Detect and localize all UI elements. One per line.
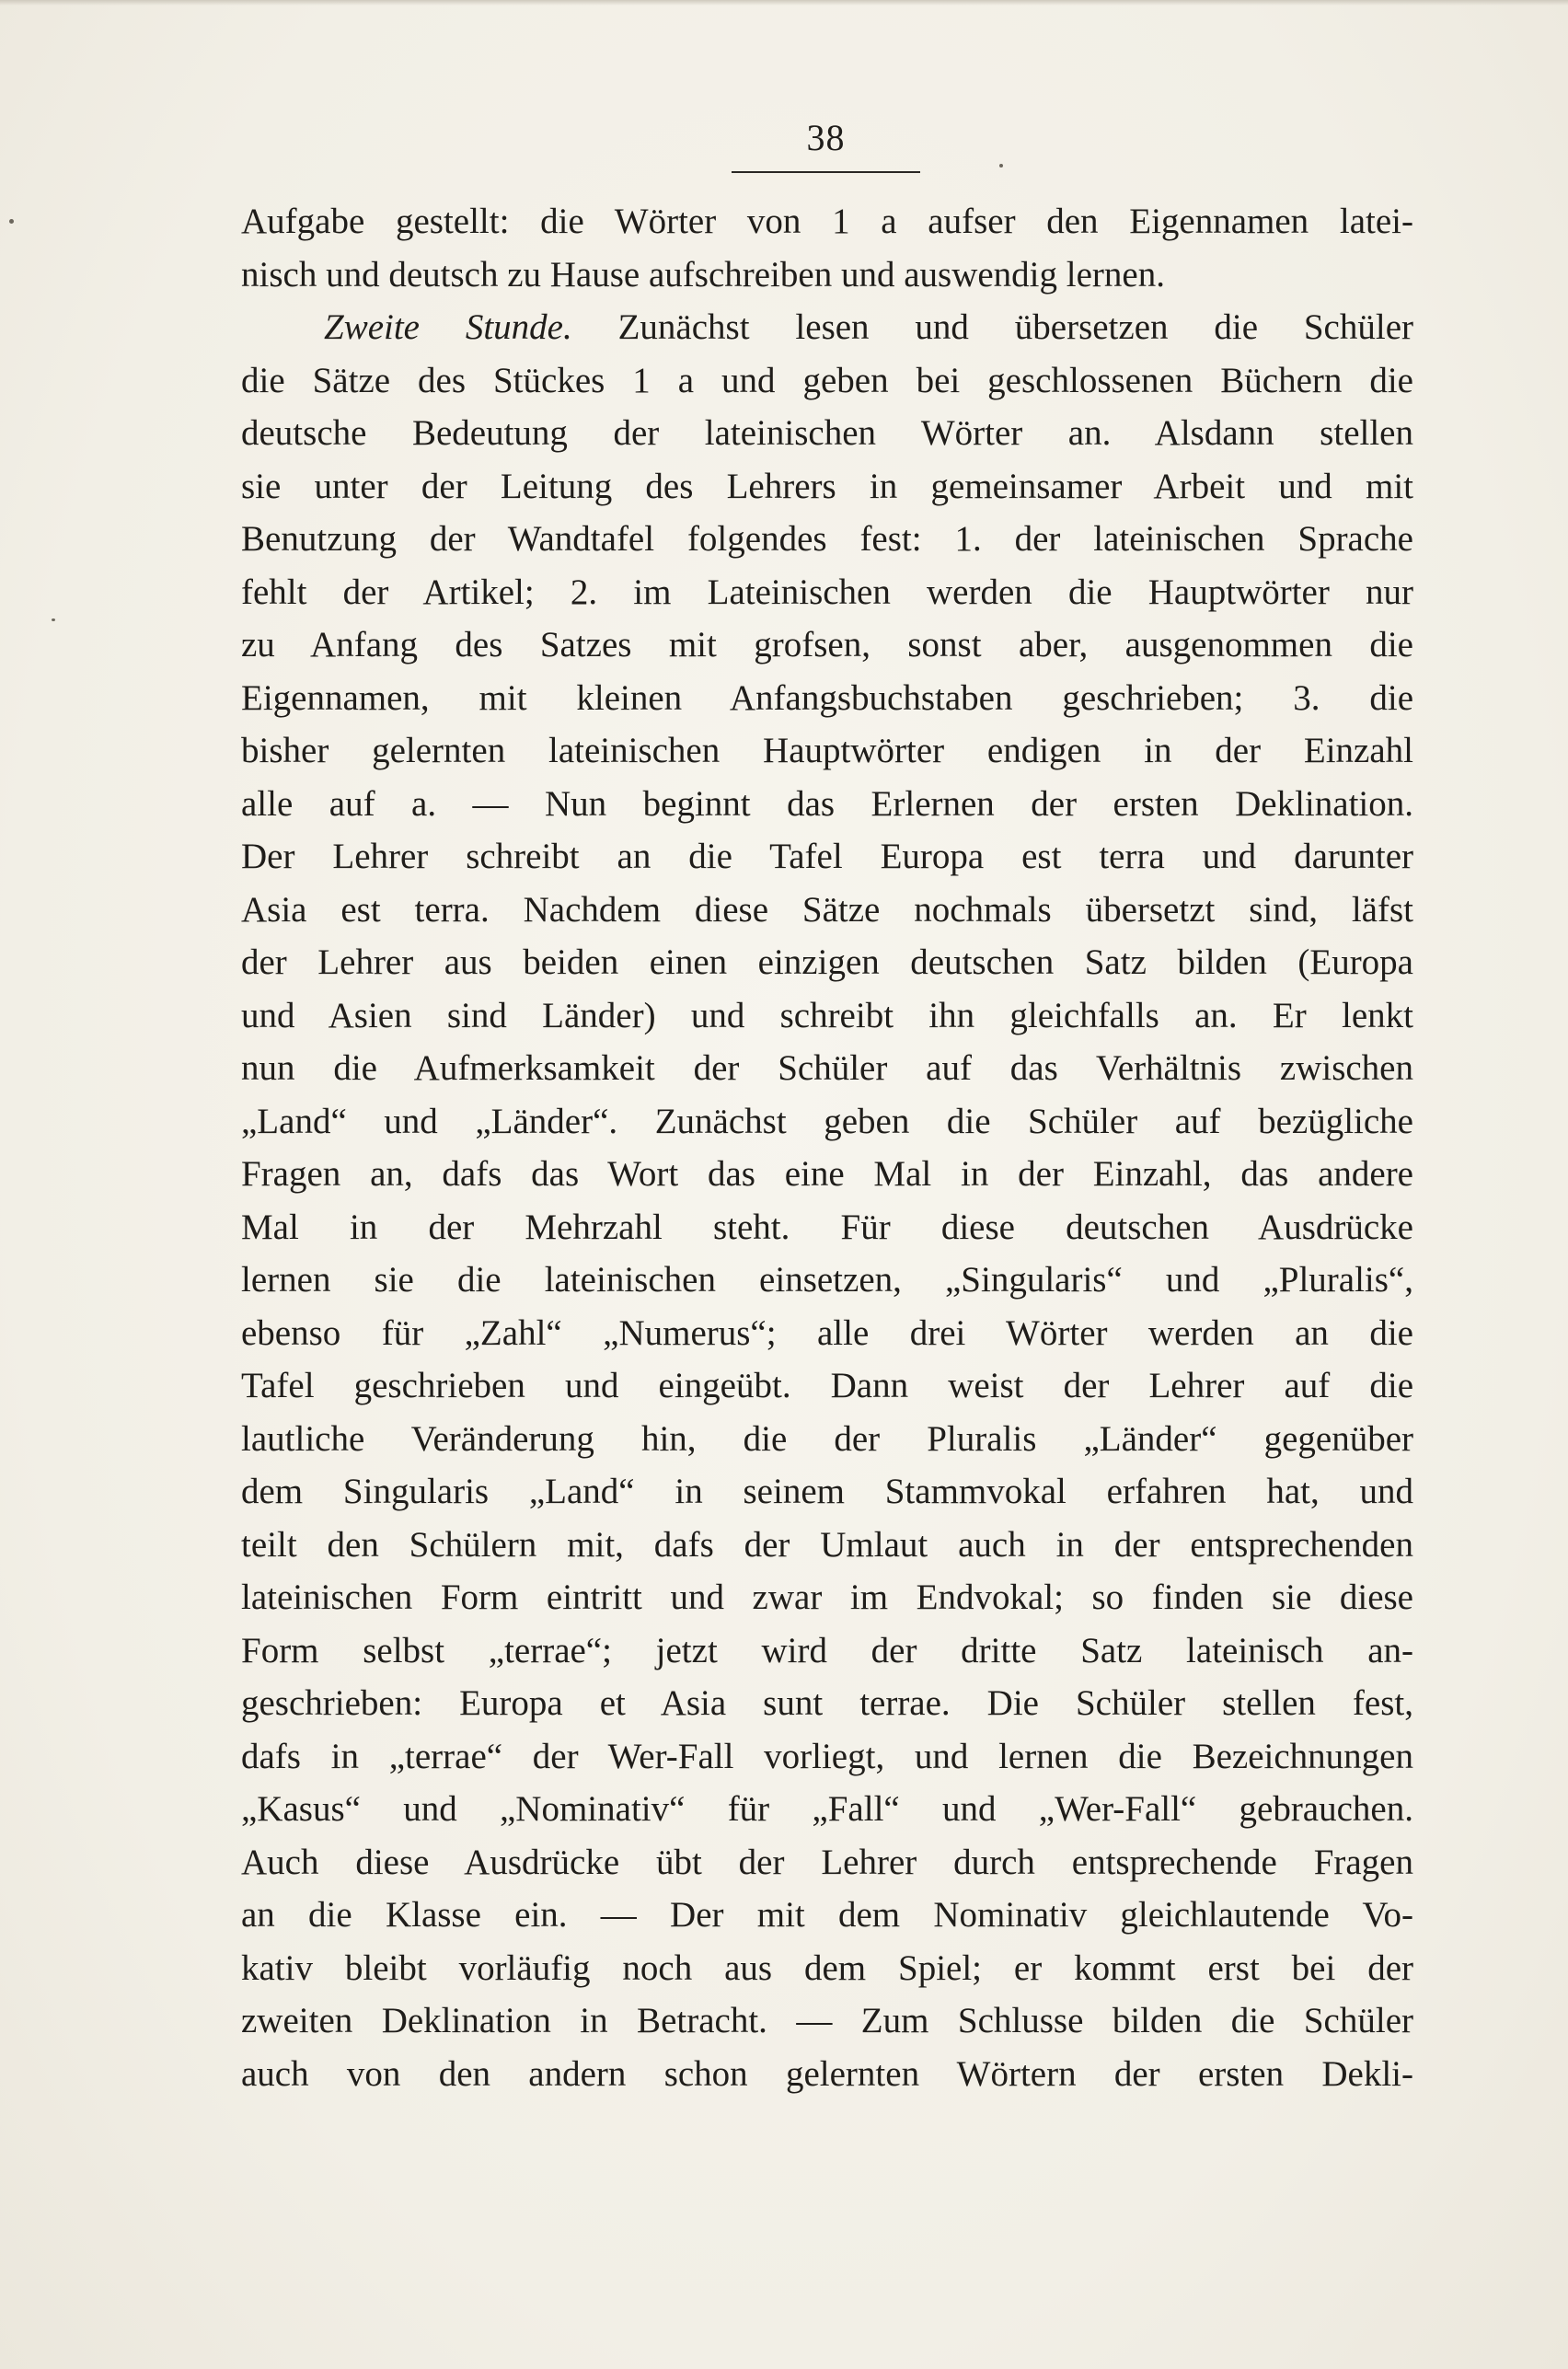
text-line: Mal in der Mehrzahl steht. Für diese deutschen Ausdrücke (241, 1207, 1413, 1247)
text-line: kativ bleibt vorläufig noch aus dem Spiel; er kommt erst bei der (241, 1947, 1413, 1988)
text-line: Form selbst „terrae“; jetzt wird der dritte Satz lateinisch an- (241, 1630, 1413, 1670)
text-line: Eigennamen, mit kleinen Anfangsbuchstaben geschrieben; 3. die (241, 677, 1413, 718)
page-number-rule (732, 171, 920, 173)
text-line: teilt den Schülern mit, dafs der Umlaut auch in der entsprechenden (241, 1524, 1413, 1565)
text-line: zweiten Deklination in Betracht. — Zum Schlusse bilden die Schüler (241, 2001, 1413, 2040)
section-heading-italic: Zweite Stunde. (324, 307, 572, 347)
text-line: Asia est terra. Nachdem diese Sätze nochmals übersetzt sind, läfst (241, 889, 1413, 930)
body-text (241, 195, 1413, 2100)
text-line: Benutzung der Wandtafel folgendes fest: 1. der lateinischen Sprache (241, 519, 1413, 559)
text-line: Der Lehrer schreibt an die Tafel Europa est terra und darunter (241, 837, 1413, 876)
text-line: fehlt der Artikel; 2. im Lateinischen werden die Hauptwörter nur (241, 572, 1413, 612)
scan-speck (999, 164, 1003, 168)
text-line: lernen sie die lateinischen einsetzen, „Singularis“ und „Pluralis“, (241, 1260, 1413, 1300)
text-line: lautliche Veränderung hin, die der Pluralis „Länder“ gegenüber (241, 1418, 1413, 1459)
text-line: der Lehrer aus beiden einen einzigen deutschen Satz bilden (Europa (241, 942, 1413, 982)
text-line: Auch diese Ausdrücke übt der Lehrer durch entsprechende Fragen (241, 1842, 1413, 1882)
text-line: dafs in „terrae“ der Wer-Fall vorliegt, und lernen die Bezeichnungen (241, 1736, 1413, 1776)
text-line: an die Klasse ein. — Der mit dem Nominativ gleichlautende Vo- (241, 1895, 1413, 1935)
text-line: bisher gelernten lateinischen Hauptwörter endigen in der Einzahl (241, 731, 1413, 770)
text-line: ebenso für „Zahl“ „Numerus“; alle drei Wörter werden an die (241, 1312, 1413, 1353)
text-line: und Asien sind Länder) und schreibt ihn gleichfalls an. Er lenkt (241, 995, 1413, 1035)
scan-speck (52, 618, 55, 621)
text-line: Fragen an, dafs das Wort das eine Mal in der Einzahl, das andere (241, 1154, 1413, 1194)
page-number: 38 (806, 117, 846, 158)
text-line: auch von den andern schon gelernten Wörtern der ersten Dekli- (241, 2053, 1413, 2094)
scan-speck (9, 219, 14, 224)
text-line: lateinischen Form eintritt und zwar im Endvokal; so finden sie diese (241, 1577, 1413, 1617)
text-line: zu Anfang des Satzes mit grofsen, sonst aber, ausgenommen die (241, 625, 1413, 664)
text-line: „Land“ und „Länder“. Zunächst geben die Schüler auf bezügliche (241, 1101, 1413, 1141)
text-line: dem Singularis „Land“ in seinem Stammvokal erfahren hat, und (241, 1472, 1413, 1511)
text-line: „Kasus“ und „Nominativ“ für „Fall“ und „Wer-Fall“ gebrauchen. (241, 1789, 1413, 1829)
text-line: Aufgabe gestellt: die Wörter von 1 a aufser den Eigennamen latei- (241, 202, 1413, 241)
text-line: nun die Aufmerksamkeit der Schüler auf das Verhältnis zwischen (241, 1048, 1413, 1088)
page-top-edge (0, 0, 1568, 6)
text-line: deutsche Bedeutung der lateinischen Wörter an. Alsdann stellen (241, 413, 1413, 453)
text-line: Zweite Stunde. Zunächst lesen und übersetzen die Schüler (324, 307, 1413, 347)
text-line: geschrieben: Europa et Asia sunt terrae. Die Schüler stellen fest, (241, 1683, 1413, 1723)
text-line: die Sätze des Stückes 1 a und geben bei geschlossenen Büchern die (241, 360, 1413, 400)
text-line: sie unter der Leitung des Lehrers in gemeinsamer Arbeit und mit (241, 466, 1413, 506)
text-line: nisch und deutsch zu Hause aufschreiben und auswendig lernen. (241, 254, 1165, 295)
text-line: Tafel geschrieben und eingeübt. Dann weist der Lehrer auf die (241, 1366, 1413, 1405)
text-line: alle auf a. — Nun beginnt das Erlernen der ersten Deklination. (241, 783, 1413, 824)
